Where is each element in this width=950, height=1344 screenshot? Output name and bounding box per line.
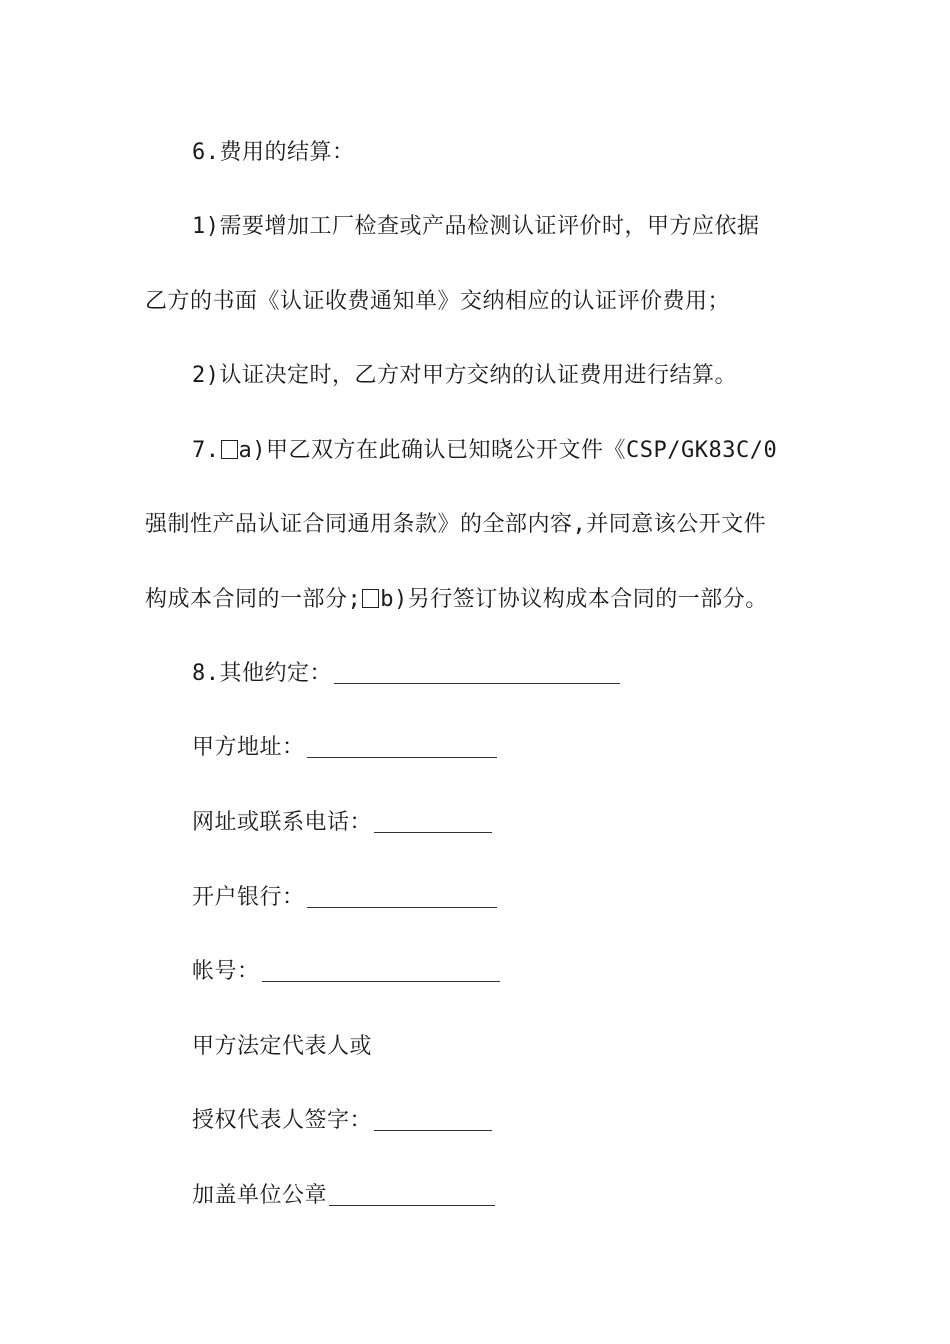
seal-field bbox=[192, 1181, 495, 1211]
checkbox-option-b[interactable] bbox=[362, 589, 379, 608]
section8-label: 8.其他约定： bbox=[192, 661, 332, 686]
signature-blank[interactable] bbox=[374, 1108, 492, 1131]
bank-blank[interactable] bbox=[307, 885, 497, 908]
section7-line2: 强制性产品认证合同通用条款》的全部内容,并同意该公开文件 bbox=[145, 512, 767, 537]
signature-label: 授权代表人签字： bbox=[192, 1108, 373, 1133]
section6-item1-line1: 1)需要增加工厂检查或产品检测认证评价时，甲方应依据 bbox=[192, 214, 760, 239]
section6-item1-line2: 乙方的书面《认证收费通知单》交纳相应的认证评价费用； bbox=[145, 289, 731, 314]
bank-field bbox=[192, 883, 497, 913]
section6-heading: 6.费用的结算： bbox=[192, 140, 355, 165]
section6-item2: 2)认证决定时，乙方对甲方交纳的认证费用进行结算。 bbox=[192, 363, 737, 388]
representative-line1: 甲方法定代表人或 bbox=[192, 1034, 373, 1059]
bank-label: 开户银行： bbox=[192, 885, 305, 910]
section7-line1 bbox=[192, 436, 777, 466]
section7-prefix: 7. bbox=[192, 438, 220, 463]
website-phone-label: 网址或联系电话： bbox=[192, 810, 373, 835]
other-terms-blank[interactable] bbox=[334, 661, 620, 684]
checkbox-option-a[interactable] bbox=[221, 440, 238, 459]
account-blank[interactable] bbox=[262, 959, 500, 982]
account-field bbox=[192, 957, 500, 987]
section8-line bbox=[192, 659, 620, 689]
seal-blank[interactable] bbox=[329, 1183, 495, 1206]
address-blank[interactable] bbox=[307, 735, 497, 758]
address-label: 甲方地址： bbox=[192, 735, 305, 760]
section7-line1-text: a)甲乙双方在此确认已知晓公开文件《CSP/GK83C/0 bbox=[238, 438, 778, 463]
address-field bbox=[192, 733, 497, 763]
account-label: 帐号： bbox=[192, 959, 260, 984]
section7-line3-text-a: 构成本合同的一部分; bbox=[145, 587, 362, 612]
website-phone-field bbox=[192, 808, 492, 838]
website-phone-blank[interactable] bbox=[374, 810, 492, 833]
seal-label: 加盖单位公章 bbox=[192, 1183, 328, 1208]
section7-line3-text-b: b)另行签订协议构成本合同的一部分。 bbox=[380, 587, 768, 612]
signature-field bbox=[192, 1106, 492, 1136]
section7-line3 bbox=[145, 585, 768, 615]
